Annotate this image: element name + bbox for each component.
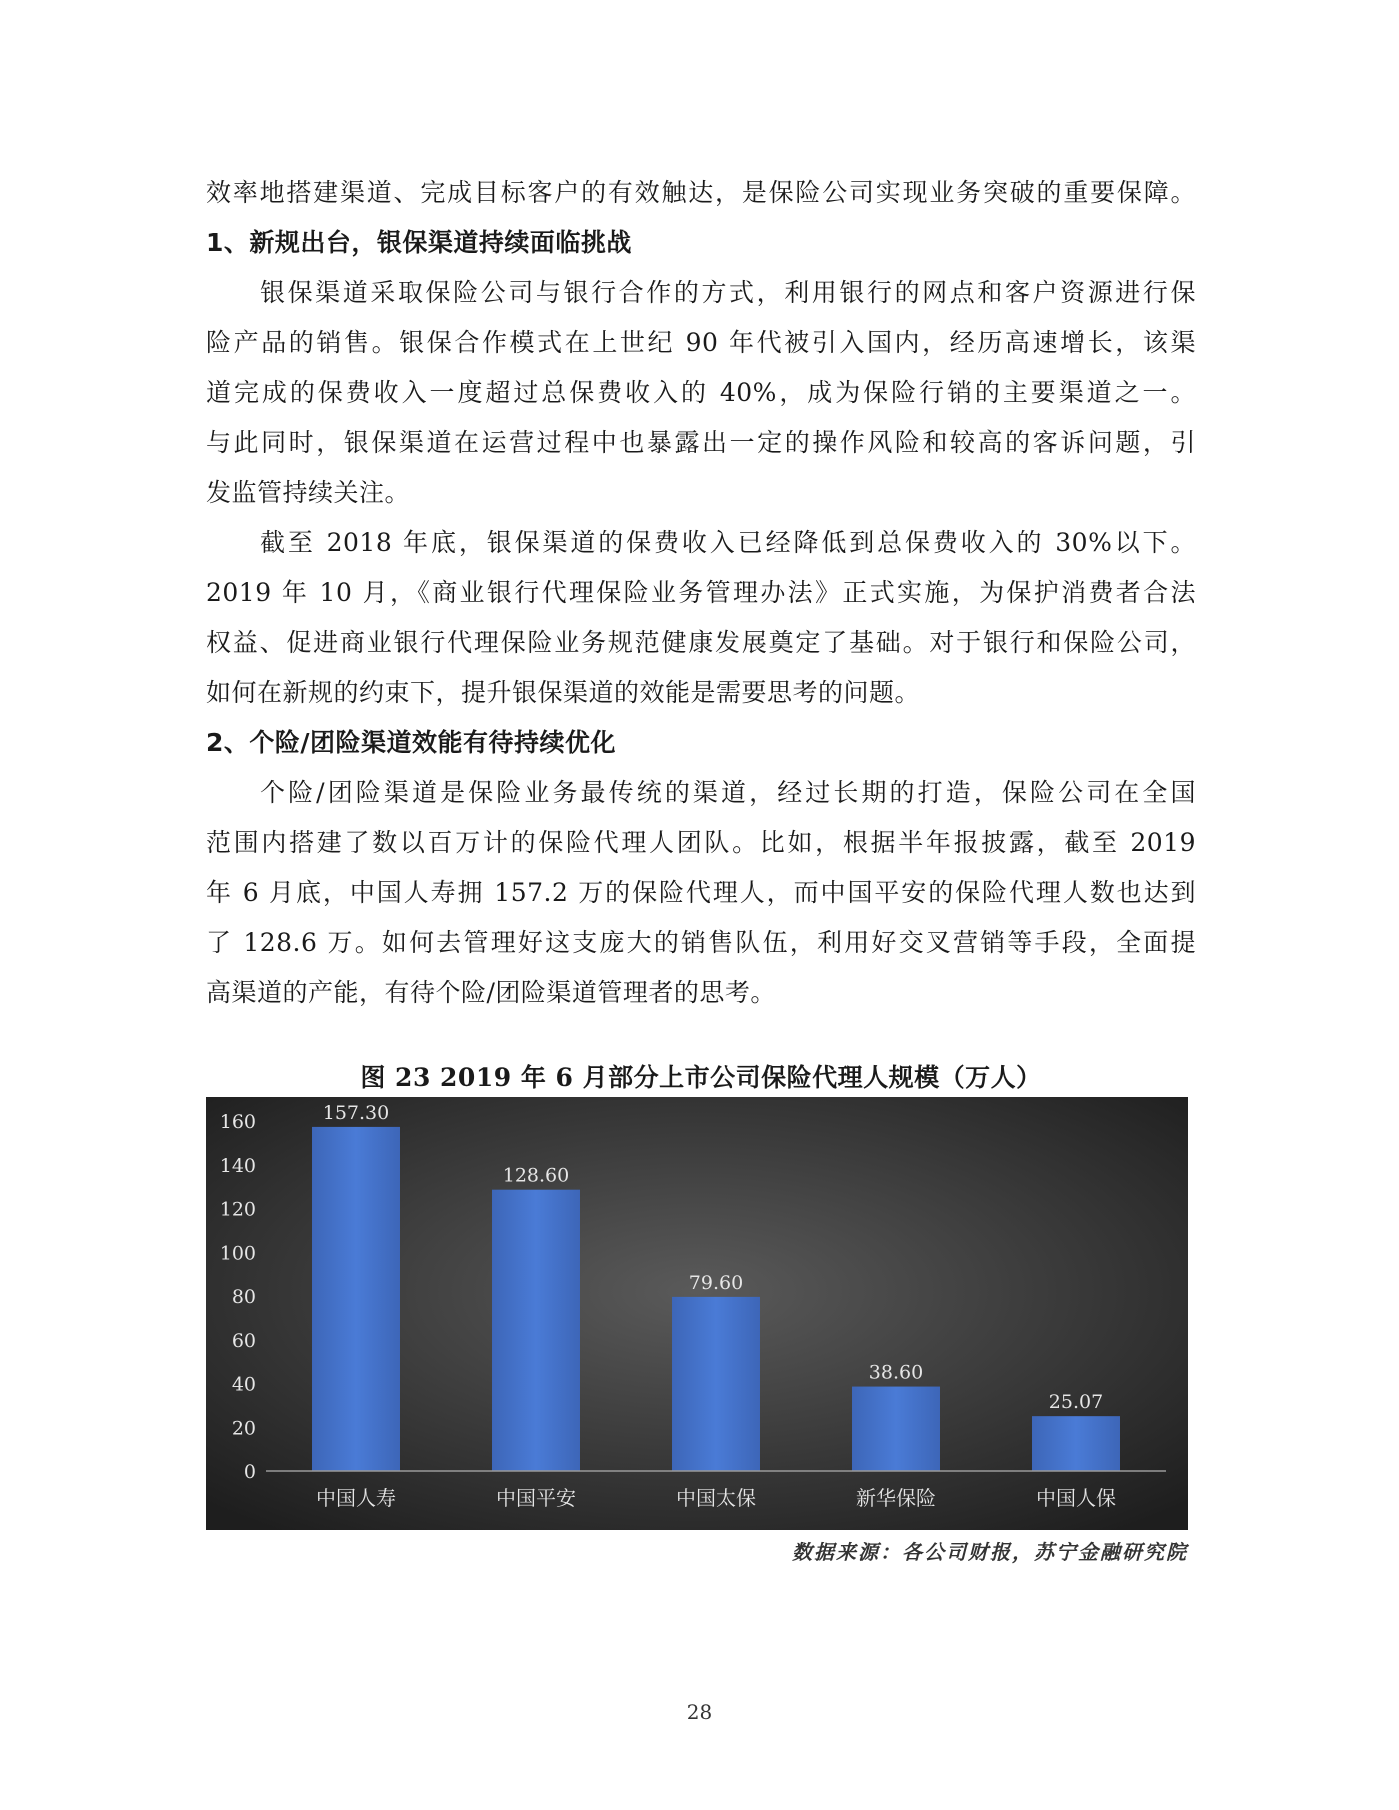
y-tick-label: 160	[219, 1111, 256, 1133]
bar-chart-svg	[206, 1097, 1188, 1530]
bar-value-label: 79.60	[688, 1271, 744, 1294]
bar	[852, 1387, 940, 1471]
section2-para1-line: 高渠道的产能，有待个险/团险渠道管理者的思考。	[206, 978, 776, 1007]
x-category-label: 中国人寿	[316, 1486, 396, 1510]
section1-para2-line: 权益、促进商业银行代理保险业务规范健康发展奠定了基础。对于银行和保险公司，	[206, 628, 1196, 657]
bar-value-label: 157.30	[322, 1101, 390, 1124]
section1-para2-line: 如何在新规的约束下，提升银保渠道的效能是需要思考的问题。	[206, 678, 921, 707]
bar	[312, 1127, 400, 1471]
y-tick-label: 60	[231, 1329, 256, 1352]
document-body	[206, 168, 1196, 1018]
y-tick-label: 20	[231, 1417, 256, 1440]
section2-para1-line: 个险/团险渠道是保险业务最传统的渠道，经过长期的打造，保险公司在全国	[260, 778, 1196, 807]
bar-chart	[206, 1097, 1188, 1530]
bar-value-label: 25.07	[1048, 1391, 1104, 1414]
x-category-label: 新华保险	[856, 1486, 936, 1510]
x-category-label: 中国太保	[676, 1486, 756, 1510]
bar	[492, 1190, 580, 1471]
section1-para2-line: 截至 2018 年底，银保渠道的保费收入已经降低到总保费收入的 30%以下。	[260, 528, 1196, 557]
y-tick-label: 100	[219, 1242, 256, 1265]
figure-source: 数据来源：各公司财报，苏宁金融研究院	[792, 1540, 1188, 1564]
x-category-label: 中国人保	[1036, 1486, 1116, 1510]
bar-value-label: 128.60	[502, 1164, 570, 1187]
intro-line: 效率地搭建渠道、完成目标客户的有效触达，是保险公司实现业务突破的重要保障。	[206, 178, 1196, 207]
x-category-label: 中国平安	[496, 1486, 576, 1510]
section1-para1-line: 道完成的保费收入一度超过总保费收入的 40%，成为保险行销的主要渠道之一。	[206, 378, 1196, 407]
section1-heading: 1、新规出台，银保渠道持续面临挑战	[206, 228, 632, 257]
figure-title: 图 23 2019 年 6 月部分上市公司保险代理人规模（万人）	[360, 1063, 1042, 1092]
section1-para1-line: 与此同时，银保渠道在运营过程中也暴露出一定的操作风险和较高的客诉问题，引	[206, 428, 1196, 457]
bar	[672, 1297, 760, 1471]
section1-para1-line: 银保渠道采取保险公司与银行合作的方式，利用银行的网点和客户资源进行保	[260, 278, 1196, 307]
bar-value-label: 38.60	[868, 1361, 924, 1384]
section1-para1-line: 险产品的销售。银保合作模式在上世纪 90 年代被引入国内，经历高速增长，该渠	[206, 328, 1196, 357]
y-tick-label: 140	[219, 1154, 256, 1177]
section1-para2-line: 2019 年 10 月，《商业银行代理保险业务管理办法》正式实施，为保护消费者合法	[206, 578, 1196, 607]
section2-para1-line: 了 128.6 万。如何去管理好这支庞大的销售队伍，利用好交叉营销等手段，全面提	[206, 928, 1196, 957]
y-tick-label: 80	[231, 1286, 256, 1308]
section2-heading: 2、个险/团险渠道效能有待持续优化	[206, 728, 617, 757]
section2-para1-line: 年 6 月底，中国人寿拥 157.2 万的保险代理人，而中国平安的保险代理人数也达到	[206, 878, 1196, 907]
y-tick-label: 120	[219, 1198, 256, 1221]
y-tick-label: 0	[243, 1461, 256, 1483]
section2-para1-line: 范围内搭建了数以百万计的保险代理人团队。比如，根据半年报披露，截至 2019	[206, 828, 1196, 857]
y-tick-label: 40	[231, 1373, 256, 1396]
page-number: 28	[686, 1700, 713, 1724]
bar	[1032, 1416, 1120, 1471]
section1-para1-line: 发监管持续关注。	[206, 478, 411, 507]
